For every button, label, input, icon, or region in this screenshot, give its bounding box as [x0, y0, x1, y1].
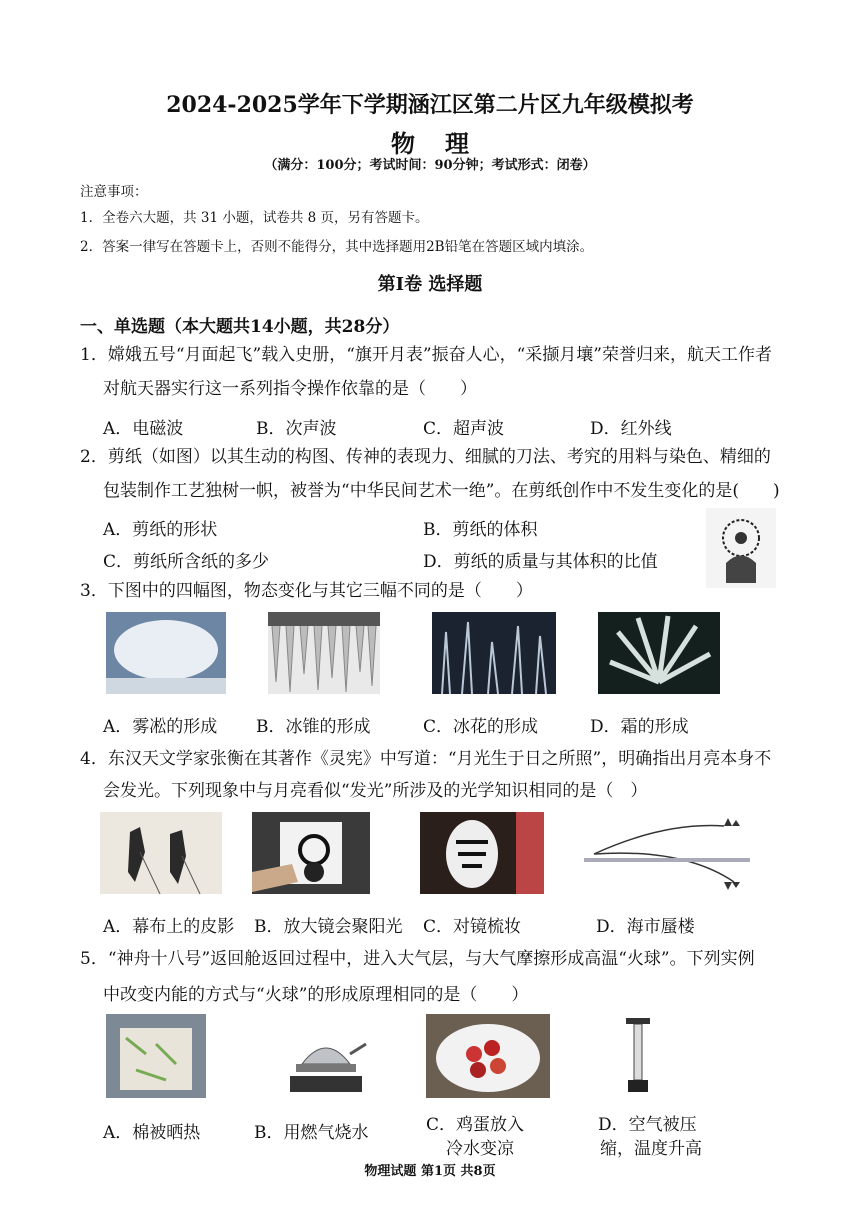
question-1-line1: 1．嫦娥五号“月面起飞”载入史册，“旗开月表”振奋人心，“采撷月壤”荣誉归来，航天工作者 — [80, 345, 772, 365]
q3-option-d: D．霜的形成 — [590, 717, 689, 737]
q1-option-a: A．电磁波 — [103, 419, 184, 439]
question-5-line2: 中改变内能的方式与“火球”的形成原理相同的是（ ） — [103, 985, 529, 1005]
quilt-drying-image — [106, 1014, 206, 1098]
question-2-line2: 包装制作工艺独树一帜，被誉为“中华民间艺术一绝”。在剪纸创作中不发生变化的是( ) — [103, 481, 780, 501]
eggs-cold-water-image — [426, 1014, 550, 1098]
ice-flower-image — [432, 612, 556, 694]
gas-stove-kettle-image — [280, 1014, 372, 1098]
question-3-line1: 3．下图中的四幅图，物态变化与其它三幅不同的是（ ） — [80, 581, 533, 601]
question-4-line1: 4．东汉天文学家张衡在其著作《灵宪》中写道：“月光生于日之所照”，明确指出月亮本身不 — [80, 749, 772, 769]
rime-image — [106, 612, 226, 694]
q2-option-d: D．剪纸的质量与其体积的比值 — [423, 552, 658, 572]
q2-option-c: C．剪纸所含纸的多少 — [103, 552, 270, 572]
q5-option-b: B．用燃气烧水 — [254, 1123, 369, 1143]
q5-option-c-line2: 冷水变凉 — [446, 1139, 514, 1159]
q4-option-c: C．对镜梳妆 — [423, 917, 522, 937]
mirage-image — [574, 812, 750, 894]
q3-option-c: C．冰花的形成 — [423, 717, 539, 737]
question-1-line2: 对航天器实行这一系列指令操作依靠的是（ ） — [103, 379, 477, 399]
shadow-puppet-image — [100, 812, 222, 894]
exam-meta: （满分：100分；考试时间：90分钟；考试形式：闭卷） — [264, 158, 596, 173]
question-5-line1: 5．“神舟十八号”返回舱返回过程中，进入大气层，与大气摩擦形成高温“火球”。下列实例 — [80, 949, 755, 969]
q1-option-c: C．超声波 — [423, 419, 505, 439]
q5-option-d-line2: 缩，温度升高 — [600, 1139, 702, 1159]
q4-option-d: D．海市蜃楼 — [596, 917, 695, 937]
subject-title: 物理 — [391, 129, 499, 158]
q5-option-d-line1: D．空气被压 — [598, 1115, 697, 1135]
section-title: 一、单选题（本大题共14小题，共28分） — [80, 317, 400, 337]
q5-option-c-line1: C．鸡蛋放入 — [426, 1115, 525, 1135]
part-title: 第Ⅰ卷 选择题 — [377, 274, 483, 295]
notes-heading: 注意事项： — [80, 184, 148, 200]
magnifier-image — [252, 812, 370, 894]
exam-title: 2024-2025学年下学期涵江区第二片区九年级模拟考 — [166, 92, 694, 118]
icicle-image — [268, 612, 380, 694]
q4-option-b: B．放大镜会聚阳光 — [254, 917, 403, 937]
q1-option-d: D．红外线 — [590, 419, 672, 439]
page-footer: 物理试题 第1页 共8页 — [364, 1164, 496, 1179]
q2-option-b: B．剪纸的体积 — [423, 520, 538, 540]
question-2-line1: 2．剪纸（如图）以其生动的构图、传神的表现力、细腻的刀法、考究的用料与染色、精细的 — [80, 447, 771, 467]
frost-image — [598, 612, 720, 694]
q3-option-a: A．雾凇的形成 — [103, 717, 218, 737]
q4-option-a: A．幕布上的皮影 — [103, 917, 235, 937]
q5-option-a: A．棉被晒热 — [103, 1123, 201, 1143]
paper-cut-figure — [706, 508, 776, 588]
q3-option-b: B．冰锥的形成 — [256, 717, 371, 737]
air-compression-tube-image — [620, 1014, 656, 1098]
mirror-makeup-image — [420, 812, 544, 894]
note-item: 1．全卷六大题，共 31 小题，试卷共 8 页，另有答题卡。 — [80, 210, 429, 226]
question-4-line2: 会发光。下列现象中与月亮看似“发光”所涉及的光学知识相同的是（ ） — [103, 781, 648, 801]
q2-option-a: A．剪纸的形状 — [103, 520, 218, 540]
note-item: 2．答案一律写在答题卡上，否则不能得分，其中选择题用2B铅笔在答题区域内填涂。 — [80, 239, 594, 255]
q1-option-b: B．次声波 — [256, 419, 337, 439]
